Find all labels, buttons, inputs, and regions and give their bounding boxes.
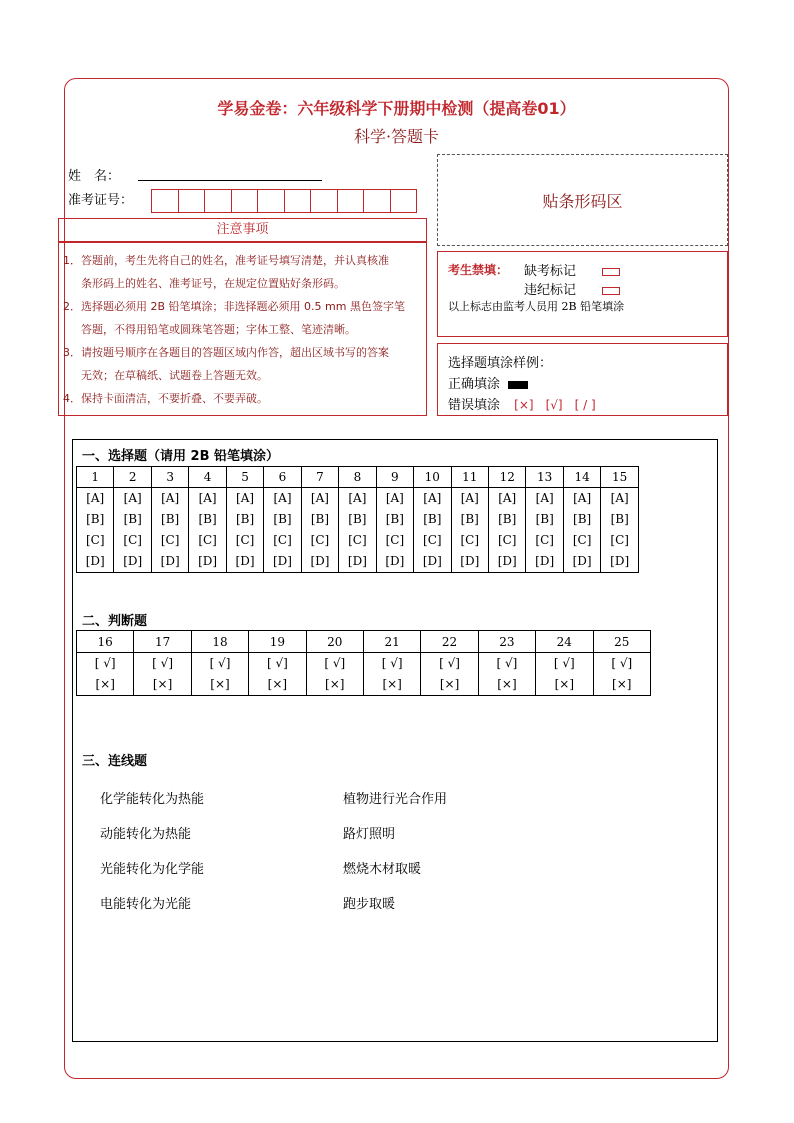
correct-fill-label: 正确填涂 [448, 377, 501, 392]
choice-option-bubble[interactable]: [B] [573, 512, 592, 526]
section2-title: 二、判断题 [82, 614, 148, 629]
choice-option-bubble[interactable]: [B] [86, 512, 105, 526]
choice-option-bubble[interactable]: [B] [161, 512, 180, 526]
choice-option-bubble[interactable]: [C] [273, 533, 292, 547]
choice-option-bubble[interactable]: [C] [235, 533, 255, 547]
choice-option-bubble[interactable]: [A] [573, 491, 592, 505]
notice-line: 1．答题前，考生先将自己的姓名，准考证号填写清楚，并认真核准 [63, 254, 389, 267]
choice-option-bubble[interactable]: [C] [160, 533, 180, 547]
section3-title: 三、连线题 [82, 754, 148, 769]
judgment-option-bubble[interactable]: [ √] [496, 656, 518, 670]
judgment-question-number: 17 [134, 631, 191, 653]
judgment-option-bubble[interactable]: [×] [325, 677, 345, 691]
exam-id-label: 准考证号： [68, 193, 134, 208]
match-left-item[interactable]: 光能转化为化学能 [100, 862, 205, 877]
judgment-question-number: 24 [536, 631, 593, 653]
choice-option-bubble[interactable]: [D] [273, 554, 292, 568]
choice-options-cell [114, 488, 151, 573]
choice-options-cell [451, 488, 488, 573]
barcode-area [437, 154, 728, 246]
judgment-option-bubble[interactable]: [ √] [611, 656, 633, 670]
match-left-item[interactable]: 动能转化为热能 [100, 827, 192, 842]
notice-line: 无效；在草稿纸、试题卷上答题无效。 [81, 369, 268, 382]
judgment-option-bubble[interactable]: [ √] [553, 656, 575, 670]
judgment-option-bubble[interactable]: [×] [554, 677, 575, 691]
judgment-option-bubble[interactable]: [ √] [266, 656, 288, 670]
choice-question-number: 14 [563, 467, 600, 488]
choice-option-bubble[interactable]: [B] [273, 512, 292, 526]
absent-label: 缺考标记 [524, 264, 577, 279]
choice-option-bubble[interactable]: [A] [86, 491, 105, 505]
choice-option-bubble[interactable]: [C] [535, 533, 554, 547]
choice-option-bubble[interactable]: [A] [460, 491, 479, 505]
judgment-options-cell [249, 653, 306, 696]
choice-option-bubble[interactable]: [D] [497, 554, 517, 568]
notice-line: 3．请按题号顺序在各题目的答题区域内作答，超出区域书写的答案 [63, 346, 389, 359]
judgment-grid [76, 630, 651, 696]
judgment-options-cell [593, 653, 650, 696]
match-right-item[interactable]: 跑步取暖 [343, 897, 396, 912]
choice-option-bubble[interactable]: [C] [460, 533, 480, 547]
wrong-fill-label: 错误填涂 [448, 398, 501, 413]
violation-label: 违纪标记 [524, 283, 577, 298]
choice-option-bubble[interactable]: [D] [535, 554, 555, 568]
section1-title: 一、选择题（请用 2B 铅笔填涂） [82, 449, 280, 464]
judgment-option-bubble[interactable]: [ √] [209, 656, 231, 670]
choice-options-cell [601, 488, 639, 573]
choice-option-bubble[interactable]: [D] [235, 554, 255, 568]
choice-options-cell [301, 488, 338, 573]
choice-options-cell [264, 488, 301, 573]
choice-options-cell [526, 488, 563, 573]
choice-option-bubble[interactable]: [C] [85, 533, 105, 547]
choice-option-bubble[interactable]: [D] [460, 554, 480, 568]
choice-question-number: 4 [189, 467, 226, 488]
choice-question-number: 13 [526, 467, 563, 488]
choice-option-bubble[interactable]: [D] [310, 554, 330, 568]
choice-option-bubble[interactable]: [B] [610, 512, 629, 526]
choice-options-cell [376, 488, 413, 573]
choice-option-bubble[interactable]: [D] [422, 554, 442, 568]
judgment-question-number: 16 [77, 631, 134, 653]
choice-option-bubble[interactable]: [A] [385, 491, 404, 505]
choice-option-bubble[interactable]: [C] [423, 533, 442, 547]
notice-line: 4．保持卡面清洁，不要折叠、不要弄破。 [63, 392, 268, 405]
match-left-item[interactable]: 化学能转化为热能 [100, 792, 205, 807]
choice-options-cell [189, 488, 226, 573]
choice-options-cell [563, 488, 600, 573]
barcode-label: 贴条形码区 [542, 191, 623, 211]
choice-option-bubble[interactable]: [D] [85, 554, 105, 568]
choice-option-bubble[interactable]: [A] [310, 491, 329, 505]
choice-option-bubble[interactable]: [B] [385, 512, 404, 526]
choice-question-number: 8 [339, 467, 376, 488]
wrong-fill-marks: [×] [√] [ / ] [514, 398, 596, 412]
judgment-option-bubble[interactable]: [ √] [381, 656, 403, 670]
prohibited-label: 考生禁填： [448, 263, 509, 277]
choice-option-bubble[interactable]: [A] [161, 491, 180, 505]
choice-option-bubble[interactable]: [B] [535, 512, 554, 526]
judgment-option-bubble[interactable]: [ √] [152, 656, 173, 670]
choice-grid [76, 466, 639, 573]
choice-option-bubble[interactable]: [A] [610, 491, 629, 505]
choice-option-bubble[interactable]: [C] [348, 533, 367, 547]
judgment-options-cell [77, 653, 134, 696]
choice-option-bubble[interactable]: [A] [423, 491, 442, 505]
judgment-option-bubble[interactable]: [×] [267, 677, 288, 691]
name-input-line[interactable] [138, 180, 322, 181]
choice-option-bubble[interactable]: [B] [198, 512, 217, 526]
proctor-marks-box [437, 251, 728, 337]
judgment-options-cell [306, 653, 363, 696]
choice-option-bubble[interactable]: [D] [385, 554, 405, 568]
choice-option-bubble[interactable]: [D] [160, 554, 180, 568]
choice-question-number: 3 [151, 467, 188, 488]
judgment-option-bubble[interactable]: [×] [210, 677, 230, 691]
choice-question-number: 12 [488, 467, 525, 488]
judgment-question-number: 21 [363, 631, 420, 653]
choice-options-cell [226, 488, 263, 573]
choice-option-bubble[interactable]: [B] [123, 512, 142, 526]
choice-option-bubble[interactable]: [A] [236, 491, 255, 505]
judgment-option-bubble[interactable]: [×] [95, 677, 115, 691]
exam-id-boxes[interactable] [151, 189, 417, 213]
choice-option-bubble[interactable]: [D] [198, 554, 218, 568]
choice-option-bubble[interactable]: [A] [273, 491, 292, 505]
page-title: 学易金卷：六年级科学下册期中检测（提高卷01） [217, 99, 576, 118]
choice-option-bubble[interactable]: [C] [610, 533, 629, 547]
choice-option-bubble[interactable]: [A] [535, 491, 554, 505]
choice-option-bubble[interactable]: [B] [310, 512, 330, 526]
choice-option-bubble[interactable]: [C] [385, 533, 405, 547]
choice-option-bubble[interactable]: [C] [497, 533, 517, 547]
judgment-option-bubble[interactable]: [ √] [439, 656, 460, 670]
notice-line: 2．选择题必须用 2B 铅笔填涂；非选择题必须用 0.5 mm 黑色签字笔 [63, 300, 405, 313]
judgment-option-bubble[interactable]: [×] [497, 677, 517, 691]
violation-mark-box[interactable] [602, 287, 620, 295]
judgment-option-bubble[interactable]: [×] [612, 677, 632, 691]
choice-option-bubble[interactable]: [B] [235, 512, 255, 526]
choice-question-number: 2 [114, 467, 151, 488]
choice-option-bubble[interactable]: [B] [460, 512, 479, 526]
choice-question-number: 6 [264, 467, 301, 488]
filled-bubble-icon [508, 381, 528, 389]
judgment-options-cell [191, 653, 248, 696]
choice-question-number: 10 [414, 467, 451, 488]
choice-options-cell [414, 488, 451, 573]
choice-option-bubble[interactable]: [C] [198, 533, 217, 547]
page-subtitle: 科学·答题卡 [353, 127, 440, 146]
choice-option-bubble[interactable]: [A] [348, 491, 367, 505]
judgment-option-bubble[interactable]: [×] [439, 677, 460, 691]
choice-question-number: 9 [376, 467, 413, 488]
choice-option-bubble[interactable]: [D] [123, 554, 143, 568]
judgment-question-number: 18 [191, 631, 248, 653]
choice-option-bubble[interactable]: [B] [498, 512, 517, 526]
judgment-options-cell [536, 653, 593, 696]
judgment-options-cell [134, 653, 191, 696]
notice-heading: 注意事项 [58, 218, 427, 242]
fill-example-box [437, 343, 728, 416]
match-right-item[interactable]: 燃烧木材取暖 [343, 862, 422, 877]
judgment-question-number: 22 [421, 631, 478, 653]
choice-options-cell [151, 488, 188, 573]
choice-option-bubble[interactable]: [B] [348, 512, 367, 526]
judgment-question-number: 19 [249, 631, 306, 653]
fill-example-heading: 选择题填涂样例： [448, 356, 553, 371]
choice-options-cell [339, 488, 376, 573]
choice-option-bubble[interactable]: [D] [572, 554, 592, 568]
choice-question-number: 5 [226, 467, 263, 488]
notice-line: 答题，不得用铅笔或圆珠笔答题；字体工整、笔迹清晰。 [81, 323, 356, 336]
judgment-options-cell [478, 653, 535, 696]
notice-box [58, 242, 427, 416]
choice-option-bubble[interactable]: [C] [572, 533, 592, 547]
judgment-options-cell [363, 653, 420, 696]
choice-question-number: 11 [451, 467, 488, 488]
judgment-option-bubble[interactable]: [×] [152, 677, 173, 691]
choice-option-bubble[interactable]: [B] [423, 512, 442, 526]
marks-note: 以上标志由监考人员用 2B 铅笔填涂 [448, 300, 625, 313]
absent-mark-box[interactable] [602, 268, 620, 276]
choice-options-cell [488, 488, 525, 573]
judgment-option-bubble[interactable]: [ √] [94, 656, 116, 670]
judgment-question-number: 20 [306, 631, 363, 653]
choice-question-number: 7 [301, 467, 338, 488]
choice-option-bubble[interactable]: [C] [310, 533, 330, 547]
judgment-options-cell [421, 653, 478, 696]
choice-question-number: 15 [601, 467, 639, 488]
choice-option-bubble[interactable]: [A] [123, 491, 142, 505]
match-right-item[interactable]: 植物进行光合作用 [343, 792, 448, 807]
match-left-item[interactable]: 电能转化为光能 [100, 897, 192, 912]
judgment-question-number: 25 [593, 631, 650, 653]
choice-option-bubble[interactable]: [A] [198, 491, 217, 505]
match-right-item[interactable]: 路灯照明 [343, 827, 396, 842]
judgment-option-bubble[interactable]: [×] [382, 677, 402, 691]
notice-line: 条形码上的姓名、准考证号，在规定位置贴好条形码。 [81, 277, 345, 290]
choice-option-bubble[interactable]: [D] [347, 554, 367, 568]
choice-option-bubble[interactable]: [A] [498, 491, 517, 505]
name-label: 姓 名： [68, 169, 121, 184]
judgment-option-bubble[interactable]: [ √] [324, 656, 346, 670]
judgment-question-number: 23 [478, 631, 535, 653]
choice-question-number: 1 [77, 467, 114, 488]
choice-options-cell [77, 488, 114, 573]
choice-option-bubble[interactable]: [D] [610, 554, 630, 568]
choice-option-bubble[interactable]: [C] [123, 533, 142, 547]
